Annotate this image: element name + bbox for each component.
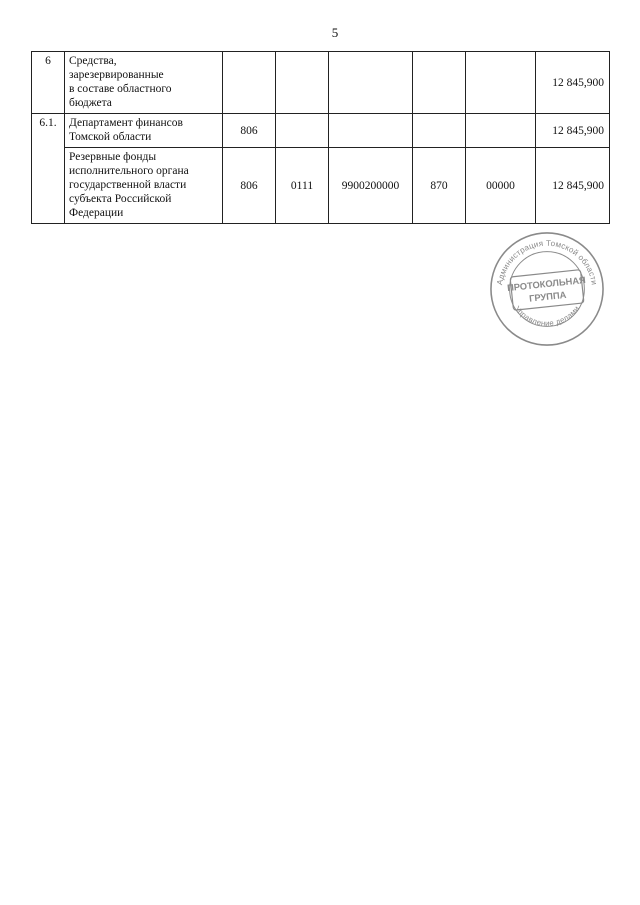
table-row (32, 148, 610, 224)
row-number: 6 (32, 52, 65, 114)
table-row (32, 114, 610, 148)
amount: 12 845,900 (536, 148, 610, 224)
section-code (276, 114, 329, 148)
amount: 12 845,900 (536, 114, 610, 148)
page-number: 5 (331, 25, 339, 40)
seal-center-line2: ГРУППА (528, 289, 567, 304)
kosgu-code (466, 114, 536, 148)
ministry-code: 806 (223, 148, 276, 224)
target-code (329, 114, 413, 148)
table-row (32, 52, 610, 114)
row-name: Департамент финансов Томской области (65, 114, 223, 148)
seal-bottom-text: Управление делами (512, 304, 582, 328)
section-code (276, 52, 329, 114)
kosgu-code (466, 52, 536, 114)
ministry-code (223, 52, 276, 114)
kosgu-code: 00000 (466, 148, 536, 224)
row-name: Резервные фонды исполнительного органа государственной власти субъекта Российской Федерации (65, 148, 223, 224)
target-code (329, 52, 413, 114)
expense-type-code: 870 (413, 148, 466, 224)
section-code: 0111 (276, 148, 329, 224)
seal-ring-text: Администрация Томской области (495, 238, 599, 286)
official-seal (488, 230, 606, 348)
amount: 12 845,900 (536, 52, 610, 114)
target-code: 9900200000 (329, 148, 413, 224)
row-number: 6.1. (32, 114, 65, 148)
expense-type-code (413, 114, 466, 148)
seal-center-line1: ПРОТОКОЛЬНАЯ (506, 274, 587, 294)
expense-type-code (413, 52, 466, 114)
budget-table (31, 51, 610, 224)
row-number (32, 148, 65, 224)
row-name: Средства, зарезервированные в составе областного бюджета (65, 52, 223, 114)
ministry-code: 806 (223, 114, 276, 148)
